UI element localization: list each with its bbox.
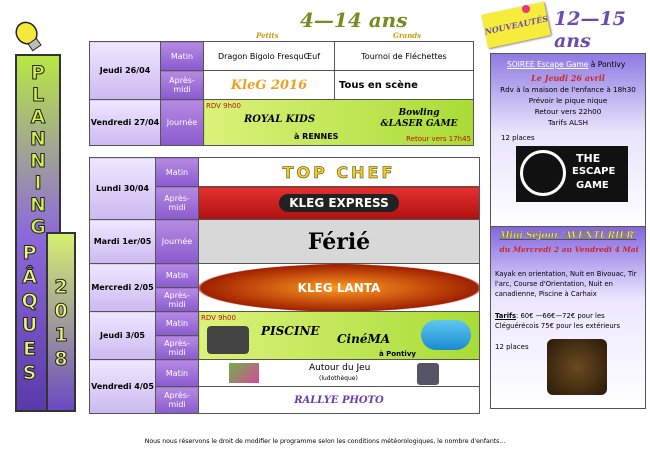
- lightbulb-icon: [6, 18, 54, 58]
- activity-bowling: Bowling &LASER GAME: [380, 108, 458, 129]
- klegexpress-logo: KLEG EXPRESS: [279, 194, 399, 212]
- sejour-logo: [547, 339, 607, 395]
- nouveautes-sticker: NOUVEAUTÉS: [481, 2, 551, 49]
- day-mardi-1er: Mardi 1er/05: [90, 220, 156, 264]
- escape-date: Le Jeudi 26 avril: [531, 73, 605, 83]
- game-cards-icon: [229, 363, 259, 383]
- maze-icon: [520, 150, 566, 196]
- escape-game-logo: THE ESCAPE GAME: [516, 146, 628, 202]
- sejour-title: Mini Séjour 'AVENTURIER': [499, 231, 637, 241]
- sejour-dates: du Mercredi 2 au Vendredi 4 Mai: [499, 245, 639, 254]
- topchef-logo: TOP CHEF: [282, 162, 396, 182]
- label-grands: Grands: [393, 31, 422, 40]
- film-icon: [207, 326, 249, 354]
- age-range-main: 4—14 ans: [300, 8, 408, 32]
- planning-banner: P L A N N I N G P Â Q U E S: [15, 54, 61, 412]
- activity-royal-kids: ROYAL KIDS: [244, 114, 316, 125]
- week2-table: Lundi 30/04 Matin TOP CHEF Après-midi KLEG EXPRESS Mardi 1er/05 Journée Férié Mercredi 2/05 Matin KLEG LANTA Après-midi Jeudi 3/05 Matin RDV 9h00 PISCINE CinéMA à Pontivy Après-midi Vendredi 4/05 Matin Autour du Jeu (ludothèque) Après-midi RALLYE PHOTO: [89, 157, 480, 414]
- year-banner: 2 0 1 8: [46, 232, 76, 412]
- activity-cinema: CinéMA: [337, 332, 391, 346]
- activity-tous-en-scene: Tous en scène: [335, 71, 474, 100]
- footer-note: Nous nous réservons le droit de modifier le programme selon les conditions météorologiques, le nombre d'enfants...: [144, 438, 506, 445]
- label-petits: Petits: [256, 31, 279, 40]
- swimmer-icon: [421, 320, 471, 350]
- day-jeudi-3: Jeudi 3/05: [90, 312, 156, 360]
- pin-icon: [522, 5, 530, 13]
- mini-sejour-panel: Mini Séjour 'AVENTURIER' du Mercredi 2 au Vendredi 4 Mai Kayak en orientation, Nuit en Bivouac, Tir l'arc, Course d'Orientation, Nuit en canadienne, Piscine à Carhaix Tarifs: 60€ —66€—72€ pour les Cléguérécois 75€ pour les extérieurs 12 places: [490, 226, 646, 409]
- activity-autour-du-jeu: Autour du Jeu: [309, 363, 371, 373]
- game-box-icon: [417, 363, 439, 385]
- ferie-label: Férié: [307, 228, 371, 255]
- activity-flechettes: Tournoi de Fléchettes: [335, 42, 474, 71]
- escape-game-panel: SOIREE Escape Game à Pontivy Le Jeudi 26 avril Rdv à la maison de l'enfance à 18h30 Prévoir le pique nique Retour vers 22h00 Tarifs ALSH 12 places THE ESCAPE GAME: [490, 53, 646, 228]
- day-lundi-30: Lundi 30/04: [90, 158, 156, 220]
- kleg-logo: KleG 2016: [230, 77, 308, 93]
- day-vendredi-27: Vendredi 27/04: [90, 100, 161, 146]
- activity-dragon: Dragon Bigolo FresquŒuf: [204, 42, 335, 71]
- day-vendredi-4: Vendredi 4/05: [90, 360, 156, 414]
- kleglanta-logo: KLEG LANTA: [297, 280, 381, 295]
- activity-rallye-photo: RALLYE PHOTO: [294, 394, 384, 406]
- escape-title: SOIREE Escape Game: [507, 60, 589, 69]
- day-jeudi-26: Jeudi 26/04: [90, 42, 161, 100]
- activity-piscine: PISCINE: [261, 324, 320, 338]
- week1-table: Jeudi 26/04 Matin Dragon Bigolo FresquŒuf Tournoi de Fléchettes Après-midi KleG 2016 Tous en scène Vendredi 27/04 Journée RDV 9h00 ROYAL KIDS Bowling &LASER GAME à RENNES Retour vers 17h45: [89, 41, 474, 146]
- age-range-teen: 12—15 ans: [554, 8, 626, 52]
- day-mercredi-2: Mercredi 2/05: [90, 264, 156, 312]
